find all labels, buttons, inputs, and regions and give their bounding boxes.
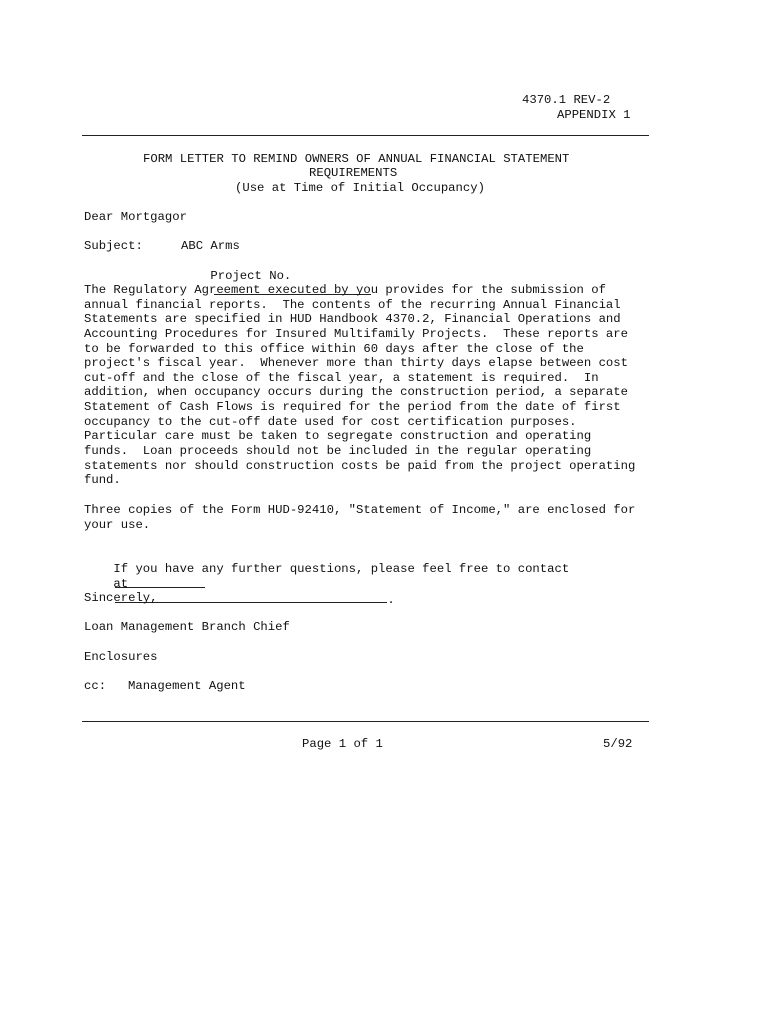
body-paragraph-1: The Regulatory Agreement executed by you provides for the submission of annual financial reports. The contents of the recurring Annual Financial Statements are specified in HUD Handbook 4370.2, Financial Operations and Accounting Procedures for Insured Multifamily Projects. These reports are to be forwarded to this office within 60 days after the close of the project's fiscal year. Whenever more than thirty days elapse between cost cut-off and the close of the fiscal year, a statement is required. In addition, when occupancy occurs during the construction period, a separate Statement of Cash Flows is required for the period from the date of first occupancy to the cut-off date used for cost certification purposes. Particular care must be taken to segregate construction and operating funds. Loan proceeds should not be included in the regular operating statements nor should construction costs be paid from the project operating fund. <box>84 283 636 488</box>
at-period: . <box>387 593 395 608</box>
title-line-1: FORM LETTER TO REMIND OWNERS OF ANNUAL FINANCIAL STATEMENT <box>143 152 570 166</box>
cc-recipient: Management Agent <box>128 679 246 693</box>
enclosures-label: Enclosures <box>84 650 158 664</box>
header-rule <box>82 135 649 136</box>
footer-rule <box>82 721 649 722</box>
form-number: 4370.1 REV-2 <box>522 93 611 107</box>
cc-label: cc: <box>84 679 107 693</box>
revision-date: 5/92 <box>603 737 633 751</box>
body-paragraph-2: Three copies of the Form HUD-92410, "Statement of Income," are enclosed for your use. <box>84 503 636 532</box>
subject-label: Subject: <box>84 239 143 253</box>
closing: Sincerely, <box>84 591 158 605</box>
title-line-2: REQUIREMENTS <box>309 166 398 180</box>
contact-text: If you have any further questions, please feel free to contact <box>113 561 570 576</box>
signer-title: Loan Management Branch Chief <box>84 620 290 634</box>
subject-name: ABC Arms <box>181 239 240 253</box>
salutation: Dear Mortgagor <box>84 210 187 224</box>
at-text: at <box>113 576 129 591</box>
appendix-label: APPENDIX 1 <box>557 108 631 122</box>
title-line-3: (Use at Time of Initial Occupancy) <box>235 181 485 195</box>
project-number-label: Project No. <box>210 268 292 283</box>
page-number: Page 1 of 1 <box>302 737 383 751</box>
